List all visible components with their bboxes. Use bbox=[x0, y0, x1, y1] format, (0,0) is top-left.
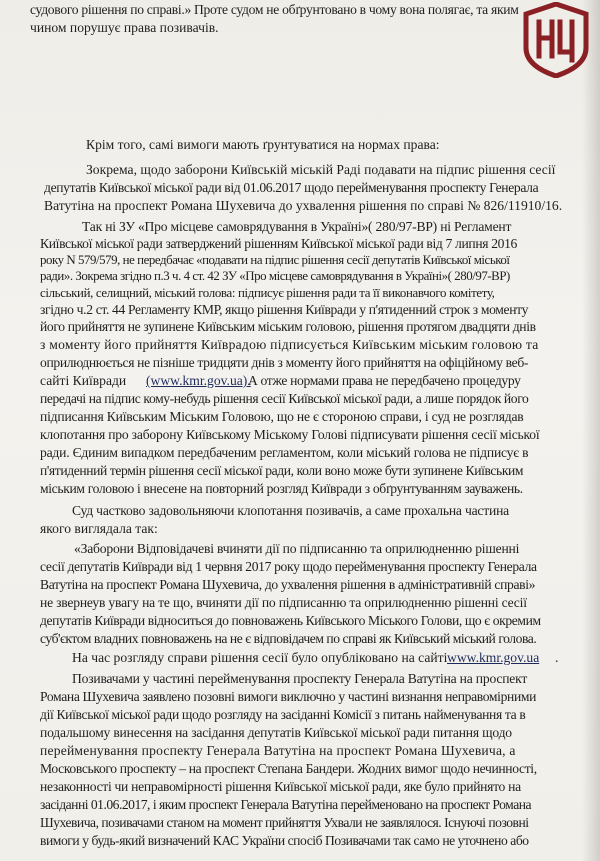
text-line: Московського проспекту – на проспект Степана Бандери. Жодних вимог щодо нечинності, bbox=[40, 761, 537, 776]
text-line: Суд частково задовольняючи клопотання позивачів, а саме прохальна частина bbox=[72, 503, 509, 518]
text-line: його прийняття не зупинене Київським міським головою, рішення протягом двадцяти днів bbox=[40, 319, 536, 334]
text-line: Так ні ЗУ «Про місцеве самоврядування в Україні»( 280/97-ВР) ні Регламент bbox=[82, 219, 512, 234]
text-line: клопотання про заборону Київському Міському Голові підписувати рішення сесії міської bbox=[40, 427, 540, 442]
text-line: незаконності чи неправомірності рішення Київської міської ради, яке було прийнято на bbox=[40, 779, 521, 794]
text-line: згідно ч.2 ст. 44 Регламенту КМР, якщо рішення Київради у п'ятиденний строк з моменту bbox=[40, 302, 529, 317]
text-line: Київської міської ради затверджений рішенням Київської міської ради від 7 липня 2016 bbox=[40, 236, 517, 251]
text-line: «Заборони Відповідачеві вчиняти дії по підписанню та оприлюдненню рішенні bbox=[74, 541, 520, 556]
text-line: вимоги у будь-який визначений КАС України спосіб Позивачами так само не уточнено або bbox=[40, 833, 529, 848]
text-line: сільський, селищний, міський голова: підписує рішення ради та її виконавчого комітету, bbox=[40, 286, 495, 300]
text-line: А отже нормами права не передбачено процедуру bbox=[248, 373, 521, 388]
text-line: з моменту його прийняття Київрадою підписується Київським міським головою та bbox=[40, 337, 539, 352]
text-line: Позивачами у частині перейменування проспекту Генерала Ватутіна на проспект bbox=[72, 671, 528, 686]
text-line: якого виглядала так: bbox=[40, 521, 158, 536]
text-line: судового рішення по справі.» Проте судом не обґрунтовано в чому вона полягає, та яким bbox=[30, 2, 519, 17]
text-line: Зокрема, щодо заборони Київській міській Раді подавати на підпис рішення сесії bbox=[86, 162, 556, 177]
text-line: суб'єктом владних повноважень на не є відповідачем по справі як Київський міський голова. bbox=[40, 631, 537, 646]
text-line: року N 579/579, не передбачає «подавати на підпис рішення сесії депутатів Київської міської bbox=[40, 253, 510, 267]
text-line: Ватутіна на проспект Романа Шухевича до ухвалення рішення по справі № 826/11910/16. bbox=[44, 198, 563, 213]
text-line: На час розгляду справи рішення сесії було опубліковано на сайті bbox=[72, 650, 448, 665]
text-line: Крім того, самі вимоги мають ґрунтуватися на нормах права: bbox=[86, 137, 440, 152]
text-line: . bbox=[555, 650, 559, 665]
text-line: не звернеув увагу на те що, вчиняти дії по підписанню та оприлюдненню рішенні сесії bbox=[40, 595, 527, 610]
text-line: подальшому винесення на засідання депутатів Київської міської ради питання щодо bbox=[40, 725, 512, 740]
text-line: сайті Київради bbox=[40, 373, 127, 388]
text-line: міським головою і внесене на повторний розгляд Київради з обґрунтуванням зауважень. bbox=[40, 481, 523, 496]
text-line: п'ятиденний термін рішення сесії міської ради, коли воно може бути зупинене Київським bbox=[40, 463, 524, 478]
text-line: засіданні 01.06.2017, і яким проспект Генерала Ватутіна перейменовано на проспект Романа bbox=[40, 797, 532, 812]
text-line: Шухевича, позивачами станом на момент прийняття Ухвали не заявлялося. Існуючі позовні bbox=[40, 815, 529, 830]
stamp-logo bbox=[522, 2, 590, 78]
website-link[interactable]: www.kmr.gov.ua bbox=[447, 650, 540, 665]
text-line: перейменування проспекту Генерала Ватутіна на проспект Романа Шухевича, а bbox=[40, 743, 516, 758]
text-line: підписання Київським Міським Головою, що не є стороною справи, і суд не розглядав bbox=[40, 409, 524, 424]
text-line: сесії депутатів Київради від 1 червня 2017 року щодо перейменування проспекту Генерала bbox=[40, 559, 537, 574]
text-line: чином порушує права позивачів. bbox=[30, 20, 219, 35]
text-line: оприлюднюється не пізніше тридцяти днів з моменту його прийняття на офіційному веб- bbox=[40, 355, 529, 370]
text-line: дії Київської міської ради щодо розгляду на засіданні Комісії з питань найменування та в bbox=[40, 707, 526, 722]
text-line: ради». Зокрема згідно п.3 ч. 4 ст. 42 ЗУ «Про місцеве самоврядування в Україні»( 280/97-ВР) bbox=[40, 269, 510, 283]
text-line: депутатів Київради відноситься до повноважень Київського Міського Голови, що є окремим bbox=[40, 613, 541, 628]
text-line: ради. Єдиним випадком передбаченим регламентом, коли міський голова не підписує в bbox=[40, 445, 529, 460]
text-line: передачі на підпис кому-небудь рішення сесії Київської міської ради, а лише порядок його bbox=[40, 391, 529, 406]
text-line: Ватутіна на проспект Романа Шухевича, до ухвалення рішення в адміністративній справі» bbox=[40, 577, 536, 592]
text-line: депутатів Київської міської ради від 01.06.2017 щодо перейменування проспекту Генерала bbox=[44, 180, 539, 195]
text-line: Романа Шухевича заявлено позовні вимоги виключно у частині визнання неправомірними bbox=[40, 689, 537, 704]
page-shadow bbox=[582, 0, 600, 861]
website-link[interactable]: (www.kmr.gov.ua). bbox=[146, 373, 251, 388]
